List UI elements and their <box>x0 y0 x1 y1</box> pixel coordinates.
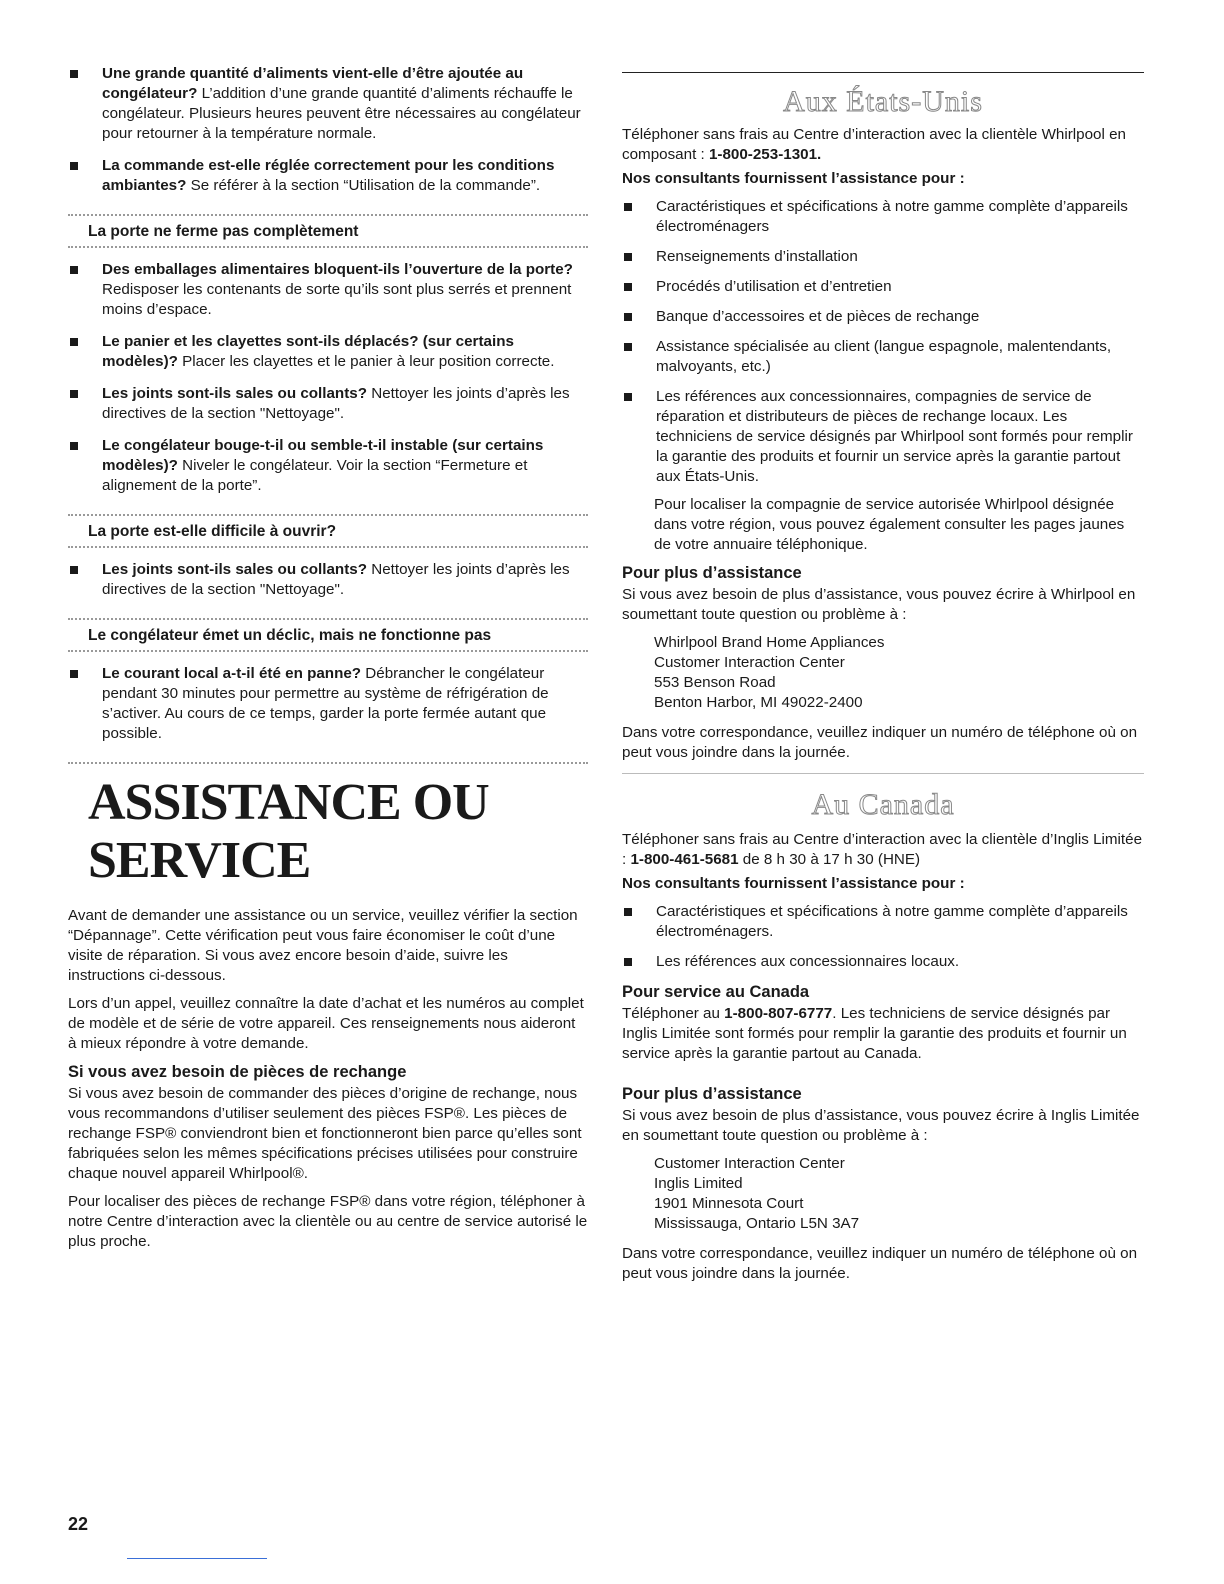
intro-list <box>68 64 588 196</box>
door-not-closing-list <box>68 260 588 496</box>
parts-paragraph: Si vous avez besoin de commander des pièces d’origine de rechange, nous vous recommandons d’utiliser seulement des pièces FSP®. Les pièces de rechange FSP® conviendront bien et fonctionneront bien parce qu’elles sont fabriquées selon les mêmes spécifications précises utilisées pour construire chaque nouvel appareil Whirlpool®. <box>68 1085 582 1182</box>
ca-phone: 1-800-461-5681 <box>630 851 739 868</box>
list-item: Le courant local a-t-il été en panne? Débrancher le congélateur pendant 30 minutes pour permettre au système de réfrigération de s’activer. Au cours de ce temps, garder la porte fermée autant que possible. <box>68 664 588 744</box>
footer-line <box>127 1558 267 1559</box>
page-number: 22 <box>68 1514 89 1534</box>
address-line: Inglis Limited <box>654 1175 743 1192</box>
list-item: Les références aux concessionnaires, compagnies de service de réparation et distributeurs de pièces de rechange locaux. Les techniciens de service désignés par Whirlpool sont formés pour remplir la garantie des produits et fournir un service après la garantie partout aux États-Unis. <box>622 387 1144 487</box>
address-line: Benton Harbor, MI 49022-2400 <box>654 694 863 711</box>
ca-more-paragraph: Si vous avez besoin de plus d’assistance, vous pouvez écrire à Inglis Limitée en soumettant toute question ou problème à : <box>622 1107 1140 1144</box>
call-info-paragraph: Lors d’un appel, veuillez connaître la date d’achat et les numéros au complet de modèle et de série de votre appareil. Ces renseignements nous aideront à mieux répondre à votre demande. <box>68 995 584 1052</box>
right-column <box>622 64 1144 1292</box>
list-item: Le panier et les clayettes sont-ils déplacés? (sur certains modèles)? Placer les clayettes et le panier à leur position correcte. <box>68 332 588 372</box>
list-item: Le congélateur bouge-t-il ou semble-t-il instable (sur certains modèles)? Niveler le congélateur. Voir la section “Fermeture et alignement de la porte”. <box>68 436 588 496</box>
us-more-heading: Pour plus d’assistance <box>622 564 802 582</box>
list-item: Caractéristiques et spécifications à notre gamme complète d’appareils électroménagers <box>622 197 1144 237</box>
divider <box>622 72 1144 73</box>
us-locate-paragraph: Pour localiser la compagnie de service autorisée Whirlpool désignée dans votre région, vous pouvez également consulter les pages jaunes de votre annuaire téléphonique. <box>654 496 1125 553</box>
freezer-clicks-list <box>68 664 588 744</box>
section-door-hard-to-open <box>68 514 588 548</box>
divider <box>68 762 588 764</box>
us-correspondence-paragraph: Dans votre correspondance, veuillez indiquer un numéro de téléphone où on peut vous joindre dans la journée. <box>622 724 1138 761</box>
address-line: Customer Interaction Center <box>654 1155 845 1172</box>
ca-correspondence-paragraph: Dans votre correspondance, veuillez indiquer un numéro de téléphone où on peut vous joindre dans la journée. <box>622 1245 1138 1282</box>
us-call-paragraph: Téléphoner sans frais au Centre d’interaction avec la clientèle Whirlpool en composant : 1-800-253-1301. <box>622 126 1126 163</box>
us-title: Aux États-Unis <box>783 85 983 118</box>
section-title: La porte ne ferme pas complètement <box>88 223 359 240</box>
ca-consult-label: Nos consultants fournissent l’assistance pour : <box>622 875 965 892</box>
ca-service-heading: Pour service au Canada <box>622 983 810 1001</box>
section-title: La porte est-elle difficile à ouvrir? <box>88 523 337 540</box>
ca-services-list <box>622 902 1144 972</box>
us-phone: 1-800-253-1301. <box>708 146 822 163</box>
ca-service-paragraph: Téléphoner au 1-800-807-6777. Les techniciens de service désignés par Inglis Limitée sont formés pour remplir la garantie des produits et fournir un service après la garantie partout au Canada. <box>622 1005 1127 1062</box>
address-line: 1901 Minnesota Court <box>654 1195 804 1212</box>
address-line: Mississauga, Ontario L5N 3A7 <box>654 1215 860 1232</box>
parts-locate-paragraph: Pour localiser des pièces de rechange FSP® dans votre région, téléphoner à notre Centre d’interaction avec la clientèle ou au centre de service autorisé le plus proche. <box>68 1193 588 1250</box>
list-item: Banque d’accessoires et de pièces de rechange <box>622 307 1144 327</box>
address-line: Customer Interaction Center <box>654 654 845 671</box>
list-item: Assistance spécialisée au client (langue espagnole, malentendants, malvoyants, etc.) <box>622 337 1144 377</box>
ca-call-paragraph: Téléphoner sans frais au Centre d’interaction avec la clientèle d’Inglis Limitée : 1-800-461-5681 de 8 h 30 à 17 h 30 (HNE) <box>622 831 1143 868</box>
page-title: ASSISTANCE OU SERVICE <box>88 774 489 889</box>
ca-address <box>622 1154 1144 1234</box>
parts-heading: Si vous avez besoin de pièces de rechange <box>68 1063 407 1081</box>
ca-more-heading: Pour plus d’assistance <box>622 1085 802 1103</box>
canada-title: Au Canada <box>811 788 955 821</box>
list-item: Des emballages alimentaires bloquent-ils l’ouverture de la porte? Redisposer les contenants de sorte qu’ils sont plus serrés et prennent moins d’espace. <box>68 260 588 320</box>
list-item: Procédés d’utilisation et d’entretien <box>622 277 1144 297</box>
ca-service-phone: 1-800-807-6777 <box>724 1005 833 1022</box>
door-hard-to-open-list <box>68 560 588 600</box>
section-freezer-clicks <box>68 618 588 652</box>
section-title: Le congélateur émet un déclic, mais ne fonctionne pas <box>88 627 492 644</box>
section-door-not-closing <box>68 214 588 248</box>
us-consult-label: Nos consultants fournissent l’assistance pour : <box>622 170 965 187</box>
list-item: Les joints sont-ils sales ou collants? Nettoyer les joints d’après les directives de la section "Nettoyage". <box>68 384 588 424</box>
us-address <box>622 633 1144 713</box>
list-item: Renseignements d’installation <box>622 247 1144 267</box>
us-more-paragraph: Si vous avez besoin de plus d’assistance, vous pouvez écrire à Whirlpool en soumettant toute question ou problème à : <box>622 586 1136 623</box>
address-line: Whirlpool Brand Home Appliances <box>654 634 885 651</box>
divider <box>622 773 1144 774</box>
list-item: Une grande quantité d’aliments vient-elle d’être ajoutée au congélateur? L’addition d’une grande quantité d’aliments réchauffe le congélateur. Plusieurs heures peuvent être nécessaires au congélateur pour retourner à la température normale. <box>68 64 588 144</box>
list-item: La commande est-elle réglée correctement pour les conditions ambiantes? Se référer à la section “Utilisation de la commande”. <box>68 156 588 196</box>
list-item: Caractéristiques et spécifications à notre gamme complète d’appareils électroménagers. <box>622 902 1144 942</box>
left-column <box>68 64 588 1260</box>
list-item: Les joints sont-ils sales ou collants? Nettoyer les joints d’après les directives de la section "Nettoyage". <box>68 560 588 600</box>
us-services-list <box>622 197 1144 487</box>
list-item: Les références aux concessionnaires locaux. <box>622 952 1144 972</box>
intro-paragraph: Avant de demander une assistance ou un service, veuillez vérifier la section “Dépannage”. Cette vérification peut vous faire économiser le coût d’une visite de réparation. Si vous avez encore besoin d’aide, suivre les instructions ci-dessous. <box>68 907 578 984</box>
address-line: 553 Benson Road <box>654 674 776 691</box>
